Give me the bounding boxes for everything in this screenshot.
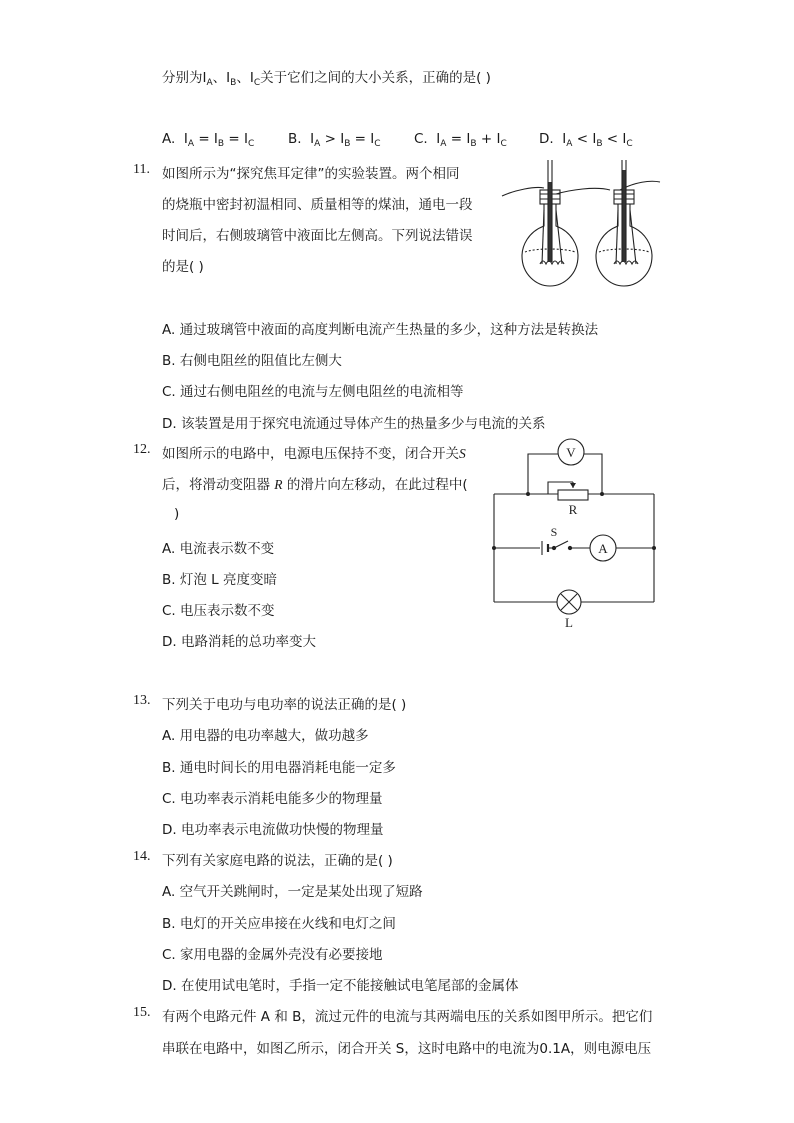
q13-number: 13. [133,693,151,708]
left-tube-liquid [549,182,552,262]
q13-option-b: B. 通电时间长的用电器消耗电能一定多 [162,760,396,776]
q14-option-a: A. 空气开关跳闸时，一定是某处出现了短路 [162,884,423,900]
q14-number: 14. [133,849,151,864]
q11-stem-line4: 的是( ) [162,259,204,275]
q10-stem: 分别为$I_A$、$I_B$、$I_C$关于它们之间的大小关系，正确的是( ) [162,70,491,88]
rheostat-box [558,490,588,500]
q14-option-c: C. 家用电器的金属外壳没有必要接地 [162,947,383,963]
switch-label: S [550,525,558,539]
q14-option-b: B. 电灯的开关应串接在火线和电灯之间 [162,916,396,932]
q10-option-c: C. $I_A = I_B + I_C$ [414,131,507,149]
q12-option-d: D. 电路消耗的总功率变大 [162,634,316,650]
q12-option-a: A. 电流表示数不变 [162,541,275,557]
q11-option-c: C. 通过右侧电阻丝的电流与左侧电阻丝的电流相等 [162,384,464,400]
q10-option-a: A. $I_A = I_B = I_C$ [162,131,255,149]
ammeter-label: A [598,541,608,556]
q11-option-d: D. 该装置是用于探究电流通过导体产生的热量多少与电流的关系 [162,416,546,432]
q12-option-c: C. 电压表示数不变 [162,603,275,619]
q13-option-c: C. 电功率表示消耗电能多少的物理量 [162,791,383,807]
q12-stem-line1: 如图所示的电路中，电源电压保持不变，闭合开关S [162,446,466,462]
q14-stem: 下列有关家庭电路的说法，正确的是( ) [162,853,393,869]
circuit-diagram-figure [488,438,660,630]
q10-option-d: D. $I_A < I_B < I_C$ [539,131,633,149]
q12-stem-line2: 后，将滑动变阻器 R 的滑片向左移动，在此过程中( [162,477,468,493]
switch-blade [554,541,568,548]
q11-stem-line1: 如图所示为“探究焦耳定律”的实验装置。两个相同 [162,166,460,182]
q12-stem-line3: ) [174,506,180,522]
right-tube-liquid [623,170,626,262]
q13-stem: 下列关于电功与电功率的说法正确的是( ) [162,697,407,713]
q11-number: 11. [133,162,150,177]
joule-law-apparatus-figure [500,160,665,295]
middle-wire [556,188,610,194]
q11-stem-line2: 的烧瓶中密封初温相同、质量相等的煤油，通电一段 [162,197,473,213]
q13-option-d: D. 电功率表示电流做功快慢的物理量 [162,822,384,838]
q11-option-b: B. 右侧电阻丝的阻值比左侧大 [162,353,342,369]
q15-stem-line2: 串联在电路中，如图乙所示，闭合开关 S，这时电路中的电流为0.1A，则电源电压 [162,1041,652,1057]
rheostat-label: R [568,502,578,517]
lamp-label: L [565,615,573,630]
q11-option-a: A. 通过玻璃管中液面的高度判断电流产生热量的多少，这种方法是转换法 [162,322,599,338]
q14-option-d: D. 在使用试电笔时，手指一定不能接触试电笔尾部的金属体 [162,978,519,994]
q15-stem-line1: 有两个电路元件 A 和 B，流过元件的电流与其两端电压的关系如图甲所示。把它们 [162,1009,653,1025]
q13-option-a: A. 用电器的电功率越大，做功越多 [162,728,369,744]
q15-number: 15. [133,1005,151,1020]
q12-option-b: B. 灯泡 L 亮度变暗 [162,572,277,588]
q11-stem-line3: 时间后，右侧玻璃管中液面比左侧高。下列说法错误 [162,228,473,244]
voltmeter-label: V [566,445,576,460]
q12-number: 12. [133,442,151,457]
q10-option-b: B. $I_A > I_B = I_C$ [288,131,381,149]
left-wire [502,187,544,196]
